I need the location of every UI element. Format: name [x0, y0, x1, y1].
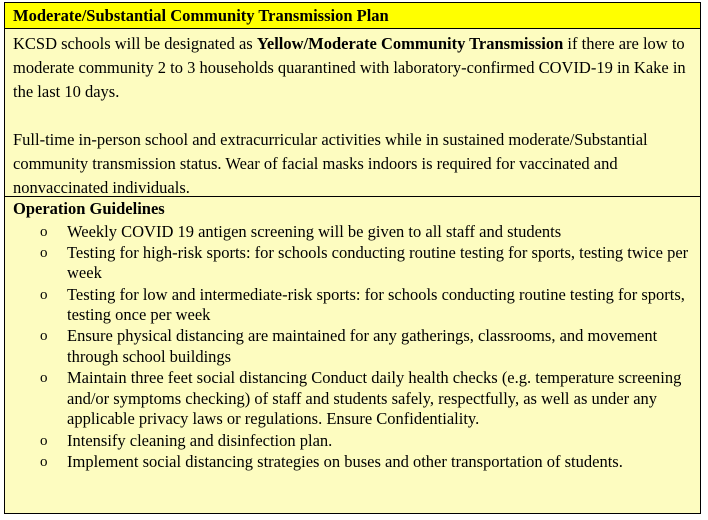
- list-item: [13, 243, 692, 284]
- list-item-text: Implement social distancing strategies on buses and other transportation of students.: [67, 451, 623, 471]
- list-item-text: Testing for high-risk sports: for schools conducting routine testing for sports, testing twice per week: [67, 242, 689, 283]
- list-item: [13, 452, 692, 473]
- guidelines-heading: Operation Guidelines: [13, 199, 165, 218]
- designation-paragraph: [13, 32, 692, 104]
- bullet-icon: o: [40, 432, 48, 449]
- paragraph-gap: [13, 104, 692, 128]
- bullet-icon: o: [40, 244, 48, 261]
- plan-table: [4, 2, 701, 514]
- list-item-text: Intensify cleaning and disinfection plan.: [67, 430, 333, 450]
- list-item: [13, 368, 692, 430]
- list-item: [13, 222, 692, 243]
- bullet-icon: o: [40, 286, 48, 303]
- list-item-text: Weekly COVID 19 antigen screening will be given to all staff and students: [67, 221, 562, 241]
- bullet-icon: o: [40, 370, 48, 387]
- bullet-icon: o: [40, 328, 48, 345]
- activities-paragraph: Full-time in-person school and extracurricular activities while in sustained moderate/Substantial community transmission status. Wear of facial masks indoors is required for vaccinated and nonvaccinated individuals.: [13, 130, 648, 197]
- designation-status: Yellow/Moderate Community Transmission: [256, 34, 564, 53]
- designation-text-start: KCSD schools will be designated as: [13, 34, 257, 53]
- guidelines-list: [13, 222, 692, 473]
- operation-guidelines-section: [5, 197, 700, 472]
- bullet-icon: o: [40, 453, 48, 470]
- list-item: [13, 431, 692, 452]
- list-item-text: Maintain three feet social distancing Conduct daily health checks (e.g. temperature screening and/or symptoms checking) of staff and students safely, respectfully, as well as under any applicable privacy laws or regulations. Ensure Confidentiality.: [67, 368, 682, 429]
- list-item: [13, 285, 692, 326]
- bullet-icon: o: [40, 223, 48, 240]
- designation-text-end: if there are low to moderate community 2 to 3 households quarantined with laboratory-confirmed COVID-19 in Kake in the last 10 days.: [13, 34, 686, 101]
- list-item-text: Ensure physical distancing are maintained for any gatherings, classrooms, and movement through school buildings: [67, 326, 658, 366]
- intro-section: [5, 29, 700, 197]
- list-item: [13, 326, 692, 367]
- plan-title: Moderate/Substantial Community Transmission Plan: [5, 3, 700, 29]
- list-item-text: Testing for low and intermediate-risk sports: for schools conducting routine testing for sports, testing once per week: [67, 284, 685, 325]
